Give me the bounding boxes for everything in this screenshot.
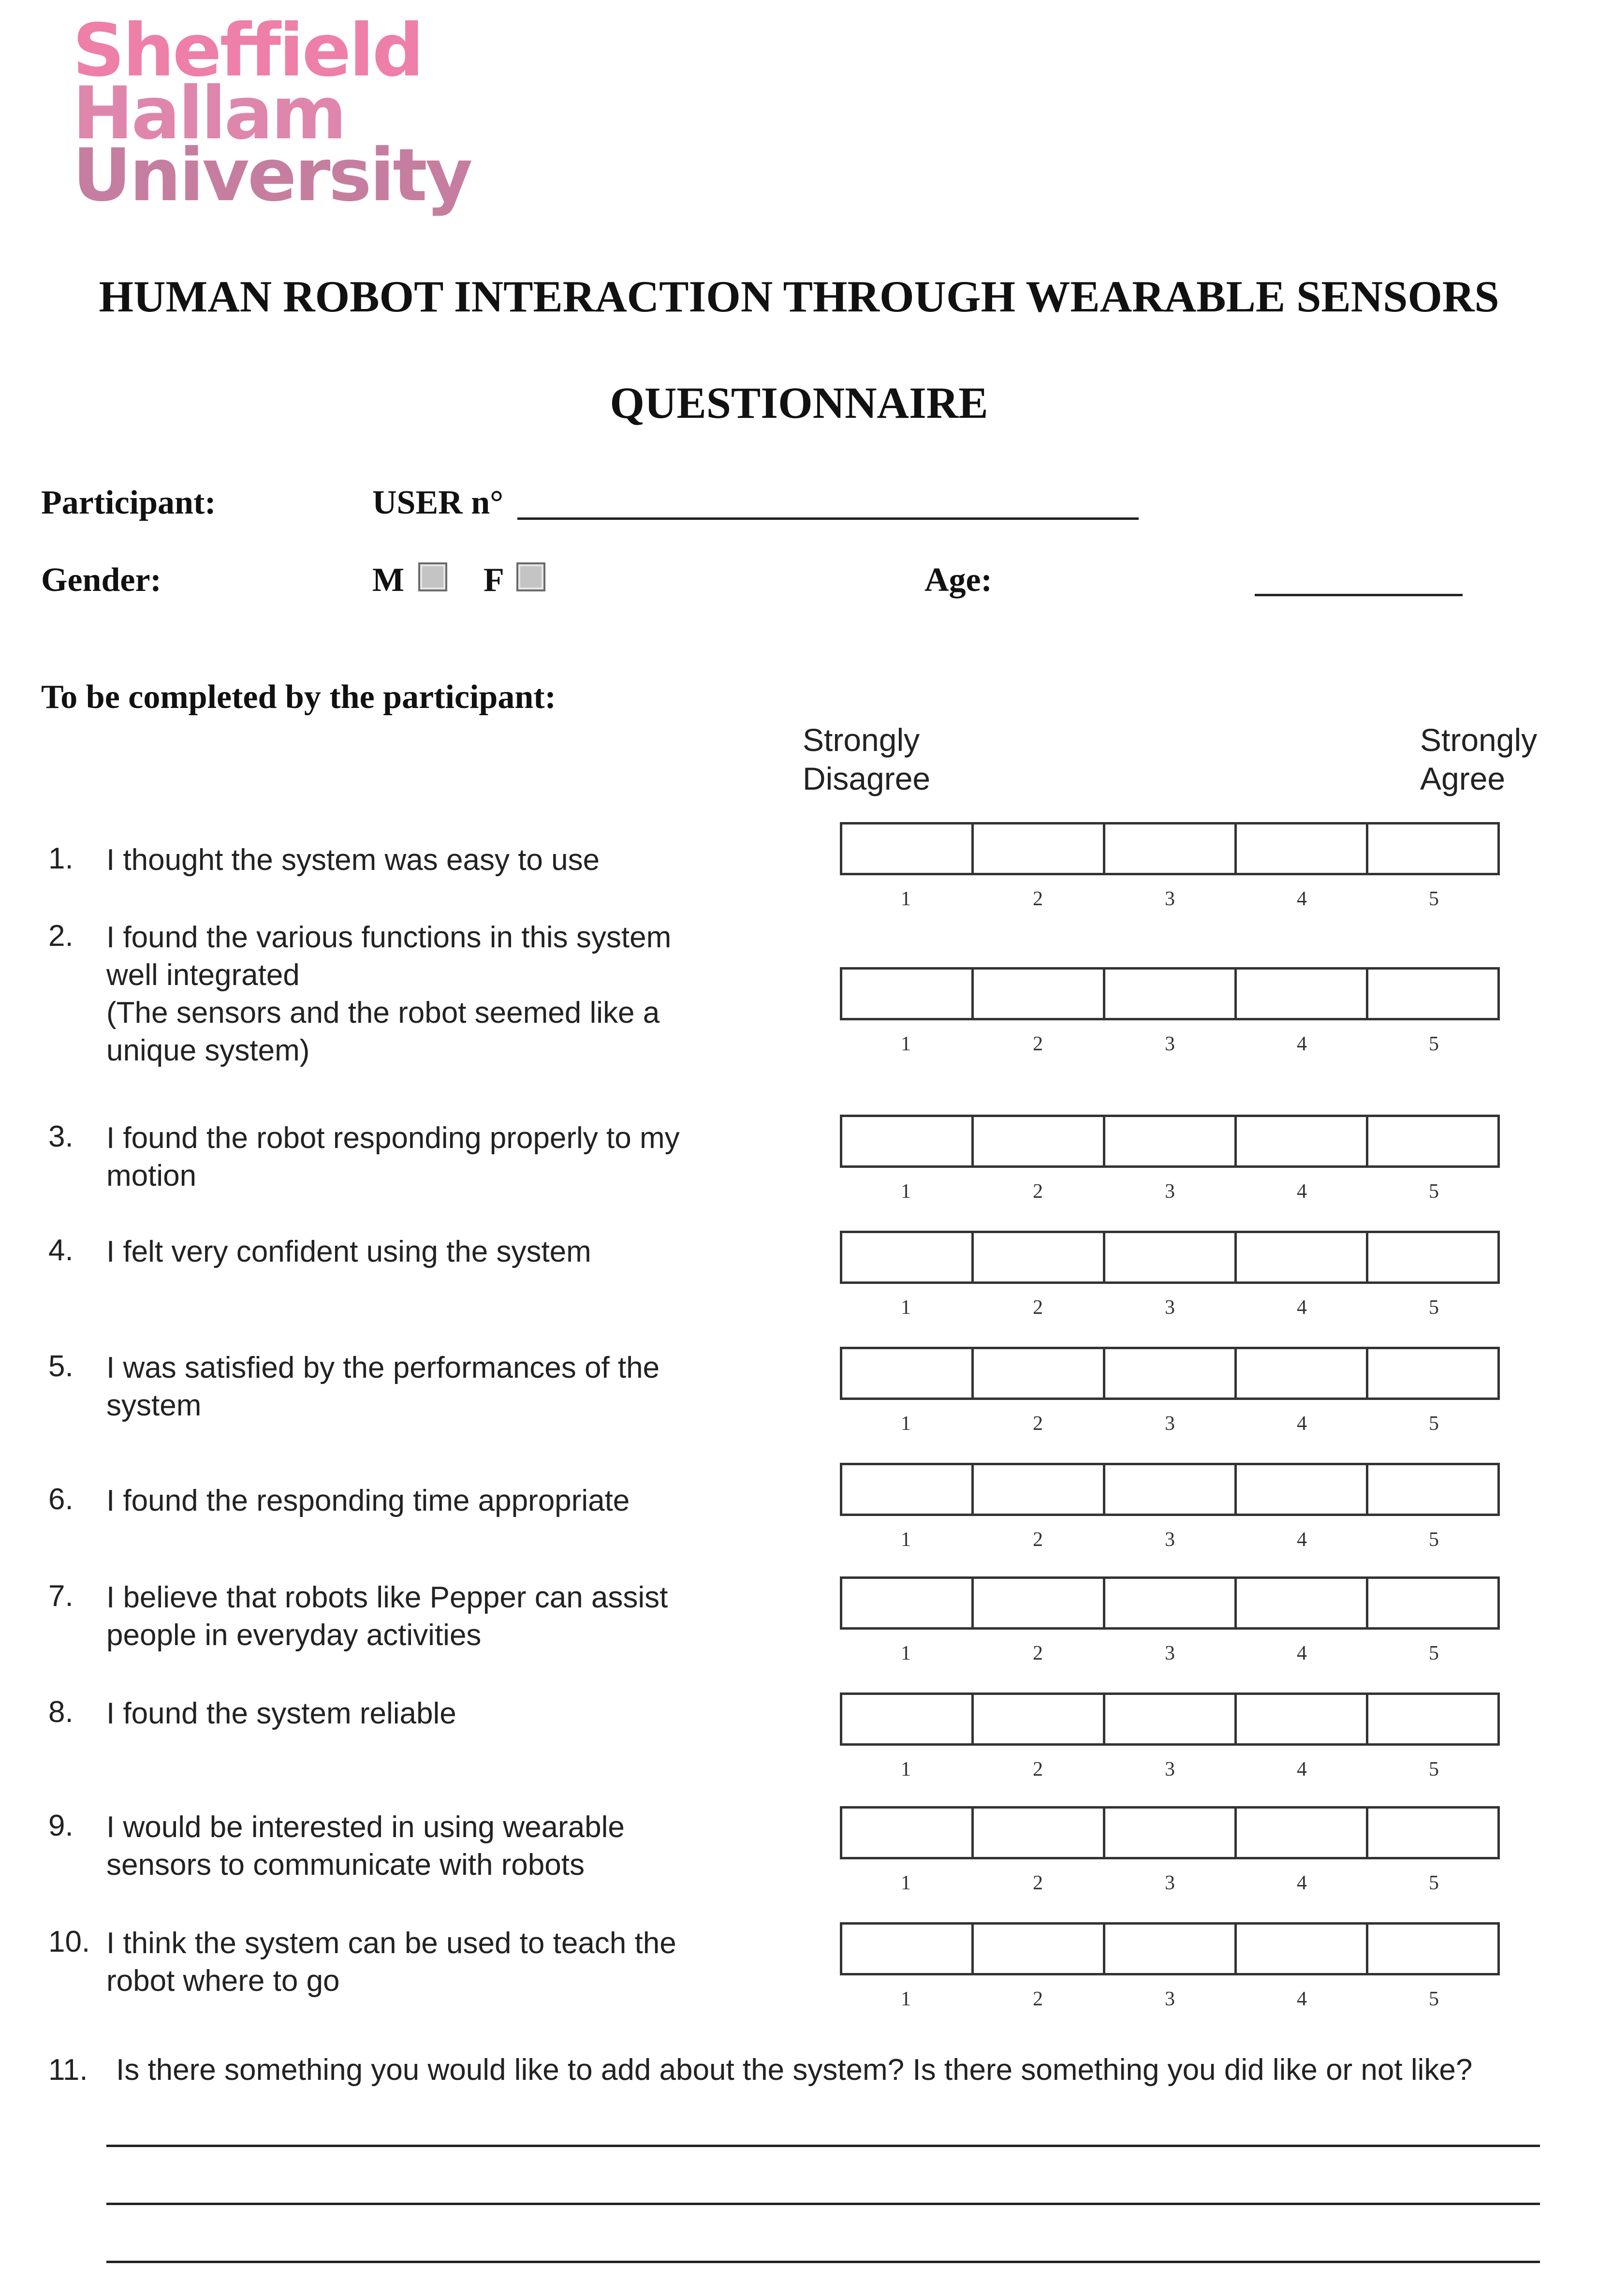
- rating-cell-5[interactable]: [1368, 824, 1497, 873]
- rating-point-label: 3: [1165, 1296, 1175, 1319]
- question-number: 5.: [48, 1350, 73, 1383]
- rating-scale-numbers: [840, 1528, 1500, 1551]
- rating-cell-4[interactable]: [1237, 1579, 1368, 1627]
- rating-cell-1[interactable]: [842, 1695, 974, 1743]
- question-text: I found the various functions in this system well integrated (The sensors and the robot seemed like a unique system): [106, 921, 672, 1067]
- question-number: 10.: [48, 1925, 90, 1958]
- user-number-field[interactable]: [517, 517, 1139, 520]
- rating-scale: [840, 1463, 1500, 1516]
- rating-point-label: 5: [1429, 888, 1439, 910]
- rating-cell-4[interactable]: [1237, 1117, 1368, 1165]
- rating-cell-4[interactable]: [1237, 824, 1368, 873]
- rating-point-label: 2: [1033, 1758, 1043, 1781]
- rating-cell-5[interactable]: [1368, 1579, 1497, 1627]
- rating-point-label: 5: [1429, 1758, 1439, 1781]
- rating-scale-numbers: [840, 1412, 1500, 1435]
- rating-point-label: 4: [1297, 1529, 1307, 1551]
- rating-scale: [840, 1115, 1500, 1168]
- rating-point-label: 2: [1033, 1413, 1043, 1435]
- rating-scale: [840, 1347, 1500, 1400]
- rating-point-label: 1: [901, 1033, 911, 1055]
- rating-scale: [840, 1922, 1500, 1975]
- rating-point-label: 2: [1033, 1529, 1043, 1551]
- rating-point-label: 4: [1297, 1642, 1307, 1664]
- rating-cell-2[interactable]: [974, 970, 1105, 1018]
- logo-line-1: Sheffield: [73, 9, 423, 93]
- rating-point-label: 4: [1297, 1296, 1307, 1319]
- rating-cell-5[interactable]: [1368, 1465, 1497, 1514]
- rating-point-label: 3: [1165, 1529, 1175, 1551]
- scale-left-anchor: Strongly Disagree: [803, 722, 931, 796]
- rating-point-label: 5: [1429, 1529, 1439, 1551]
- rating-point-label: 1: [901, 888, 911, 910]
- question-number: 2.: [48, 919, 73, 953]
- rating-scale: [840, 822, 1500, 875]
- rating-point-label: 3: [1165, 1758, 1175, 1781]
- open-question-number: 11.: [48, 2053, 88, 2087]
- document-subtitle: QUESTIONNAIRE: [610, 378, 988, 427]
- scale-right-anchor: Strongly Agree: [1420, 722, 1538, 796]
- document-title: HUMAN ROBOT INTERACTION THROUGH WEARABLE SENSORS: [99, 272, 1499, 321]
- logo-line-2: Hallam: [73, 72, 345, 156]
- rating-point-label: 4: [1297, 888, 1307, 910]
- participant-label: Participant:: [41, 484, 216, 521]
- rating-point-label: 1: [901, 1758, 911, 1781]
- rating-cell-5[interactable]: [1368, 1925, 1497, 1973]
- question-text: I found the responding time appropriate: [106, 1484, 630, 1517]
- rating-point-label: 1: [901, 1296, 911, 1319]
- rating-scale-numbers: [840, 1180, 1500, 1203]
- open-question-text: Is there something you would like to add about the system? Is there something you did like or not like?: [116, 2053, 1473, 2087]
- rating-point-label: 3: [1165, 1033, 1175, 1055]
- gender-label: Gender:: [41, 561, 161, 599]
- rating-cell-1[interactable]: [842, 1349, 974, 1398]
- rating-cell-2[interactable]: [974, 1579, 1105, 1627]
- rating-cell-4[interactable]: [1237, 1465, 1368, 1514]
- rating-cell-5[interactable]: [1368, 1695, 1497, 1743]
- rating-point-label: 3: [1165, 1988, 1175, 2010]
- question-text: I believe that robots like Pepper can assist people in everyday activities: [106, 1581, 668, 1652]
- rating-point-label: 5: [1429, 1180, 1439, 1203]
- question-number: 8.: [48, 1695, 73, 1729]
- question-number: 7.: [48, 1579, 73, 1613]
- rating-point-label: 1: [901, 1529, 911, 1551]
- rating-point-label: 2: [1033, 888, 1043, 910]
- question-text: I found the robot responding properly to my motion: [106, 1121, 680, 1192]
- rating-point-label: 3: [1165, 1872, 1175, 1894]
- rating-cell-1[interactable]: [842, 1809, 974, 1857]
- answer-line-3[interactable]: [106, 2261, 1540, 2263]
- rating-cell-2[interactable]: [974, 1465, 1105, 1514]
- rating-scale: [840, 1806, 1500, 1859]
- rating-scale-numbers: [840, 1758, 1500, 1781]
- rating-cell-1[interactable]: [842, 1233, 974, 1281]
- rating-cell-2[interactable]: [974, 1925, 1105, 1973]
- question-number: 6.: [48, 1483, 73, 1516]
- rating-point-label: 5: [1429, 1033, 1439, 1055]
- rating-scale: [840, 1231, 1500, 1284]
- rating-cell-5[interactable]: [1368, 1233, 1497, 1281]
- rating-cell-4[interactable]: [1237, 1695, 1368, 1743]
- answer-line-1[interactable]: [106, 2145, 1540, 2147]
- rating-point-label: 1: [901, 1642, 911, 1664]
- section-label: To be completed by the participant:: [41, 678, 556, 716]
- rating-point-label: 5: [1429, 1988, 1439, 2010]
- rating-cell-4[interactable]: [1237, 1925, 1368, 1973]
- rating-point-label: 1: [901, 1988, 911, 2010]
- age-label: Age:: [924, 561, 992, 599]
- rating-point-label: 5: [1429, 1413, 1439, 1435]
- rating-cell-2[interactable]: [974, 1233, 1105, 1281]
- question-number: 9.: [48, 1809, 73, 1842]
- rating-point-label: 2: [1033, 1988, 1043, 2010]
- rating-cell-2[interactable]: [974, 1695, 1105, 1743]
- rating-point-label: 3: [1165, 1413, 1175, 1435]
- rating-cell-2[interactable]: [974, 1117, 1105, 1165]
- rating-point-label: 4: [1297, 1180, 1307, 1203]
- rating-cell-4[interactable]: [1237, 1349, 1368, 1398]
- rating-point-label: 5: [1429, 1296, 1439, 1319]
- rating-scale: [840, 1576, 1500, 1630]
- rating-cell-2[interactable]: [974, 1809, 1105, 1857]
- rating-point-label: 4: [1297, 1758, 1307, 1781]
- rating-cell-2[interactable]: [974, 1349, 1105, 1398]
- rating-point-label: 1: [901, 1872, 911, 1894]
- rating-scale-numbers: [840, 1871, 1500, 1895]
- rating-cell-3[interactable]: [1105, 1579, 1237, 1627]
- rating-scale-numbers: [840, 887, 1500, 911]
- rating-point-label: 4: [1297, 1988, 1307, 2010]
- question-number: 3.: [48, 1120, 73, 1153]
- question-number: 4.: [48, 1234, 73, 1267]
- question-text: I found the system reliable: [106, 1697, 456, 1730]
- rating-point-label: 5: [1429, 1642, 1439, 1664]
- gender-male-checkbox[interactable]: [418, 562, 447, 591]
- rating-point-label: 2: [1033, 1642, 1043, 1664]
- rating-cell-3[interactable]: [1105, 970, 1237, 1018]
- user-number-label: USER n°: [372, 484, 504, 521]
- rating-cell-3[interactable]: [1105, 1809, 1237, 1857]
- rating-point-label: 4: [1297, 1033, 1307, 1055]
- rating-cell-3[interactable]: [1105, 1925, 1237, 1973]
- rating-cell-3[interactable]: [1105, 824, 1237, 873]
- rating-cell-5[interactable]: [1368, 1349, 1497, 1398]
- rating-cell-5[interactable]: [1368, 1117, 1497, 1165]
- rating-scale: [840, 1693, 1500, 1746]
- gender-female-checkbox[interactable]: [516, 562, 545, 591]
- rating-scale-numbers: [840, 1032, 1500, 1056]
- rating-point-label: 2: [1033, 1872, 1043, 1894]
- rating-cell-1[interactable]: [842, 824, 974, 873]
- question-text: I would be interested in using wearable sensors to communicate with robots: [106, 1810, 625, 1882]
- rating-cell-1[interactable]: [842, 1117, 974, 1165]
- gender-male-label: M: [372, 561, 405, 599]
- question-text: I think the system can be used to teach the robot where to go: [106, 1927, 676, 1998]
- question-number: 1.: [48, 842, 73, 875]
- question-text: I was satisfied by the performances of the system: [106, 1351, 660, 1422]
- rating-point-label: 4: [1297, 1872, 1307, 1894]
- rating-scale: [840, 967, 1500, 1020]
- rating-point-label: 3: [1165, 1642, 1175, 1664]
- rating-point-label: 5: [1429, 1872, 1439, 1894]
- rating-point-label: 2: [1033, 1033, 1043, 1055]
- question-text: I thought the system was easy to use: [106, 843, 600, 877]
- age-field[interactable]: [1255, 594, 1463, 596]
- rating-cell-3[interactable]: [1105, 1465, 1237, 1514]
- rating-point-label: 4: [1297, 1413, 1307, 1435]
- rating-point-label: 2: [1033, 1296, 1043, 1319]
- rating-point-label: 1: [901, 1413, 911, 1435]
- rating-cell-3[interactable]: [1105, 1117, 1237, 1165]
- question-text: I felt very confident using the system: [106, 1235, 591, 1268]
- rating-cell-2[interactable]: [974, 824, 1105, 873]
- rating-cell-3[interactable]: [1105, 1233, 1237, 1281]
- rating-cell-4[interactable]: [1237, 1809, 1368, 1857]
- rating-cell-1[interactable]: [842, 1465, 974, 1514]
- gender-female-label: F: [484, 561, 504, 599]
- rating-point-label: 3: [1165, 1180, 1175, 1203]
- rating-cell-1[interactable]: [842, 1579, 974, 1627]
- rating-cell-1[interactable]: [842, 1925, 974, 1973]
- rating-cell-3[interactable]: [1105, 1349, 1237, 1398]
- rating-cell-1[interactable]: [842, 970, 974, 1018]
- rating-scale-numbers: [840, 1642, 1500, 1665]
- rating-cell-4[interactable]: [1237, 1233, 1368, 1281]
- rating-point-label: 2: [1033, 1180, 1043, 1203]
- rating-cell-5[interactable]: [1368, 1809, 1497, 1857]
- rating-cell-3[interactable]: [1105, 1695, 1237, 1743]
- rating-scale-numbers: [840, 1987, 1500, 2011]
- rating-cell-4[interactable]: [1237, 970, 1368, 1018]
- logo-line-3: University: [73, 133, 471, 218]
- rating-scale-numbers: [840, 1296, 1500, 1319]
- rating-cell-5[interactable]: [1368, 970, 1497, 1018]
- answer-line-2[interactable]: [106, 2203, 1540, 2205]
- rating-point-label: 1: [901, 1180, 911, 1203]
- rating-point-label: 3: [1165, 888, 1175, 910]
